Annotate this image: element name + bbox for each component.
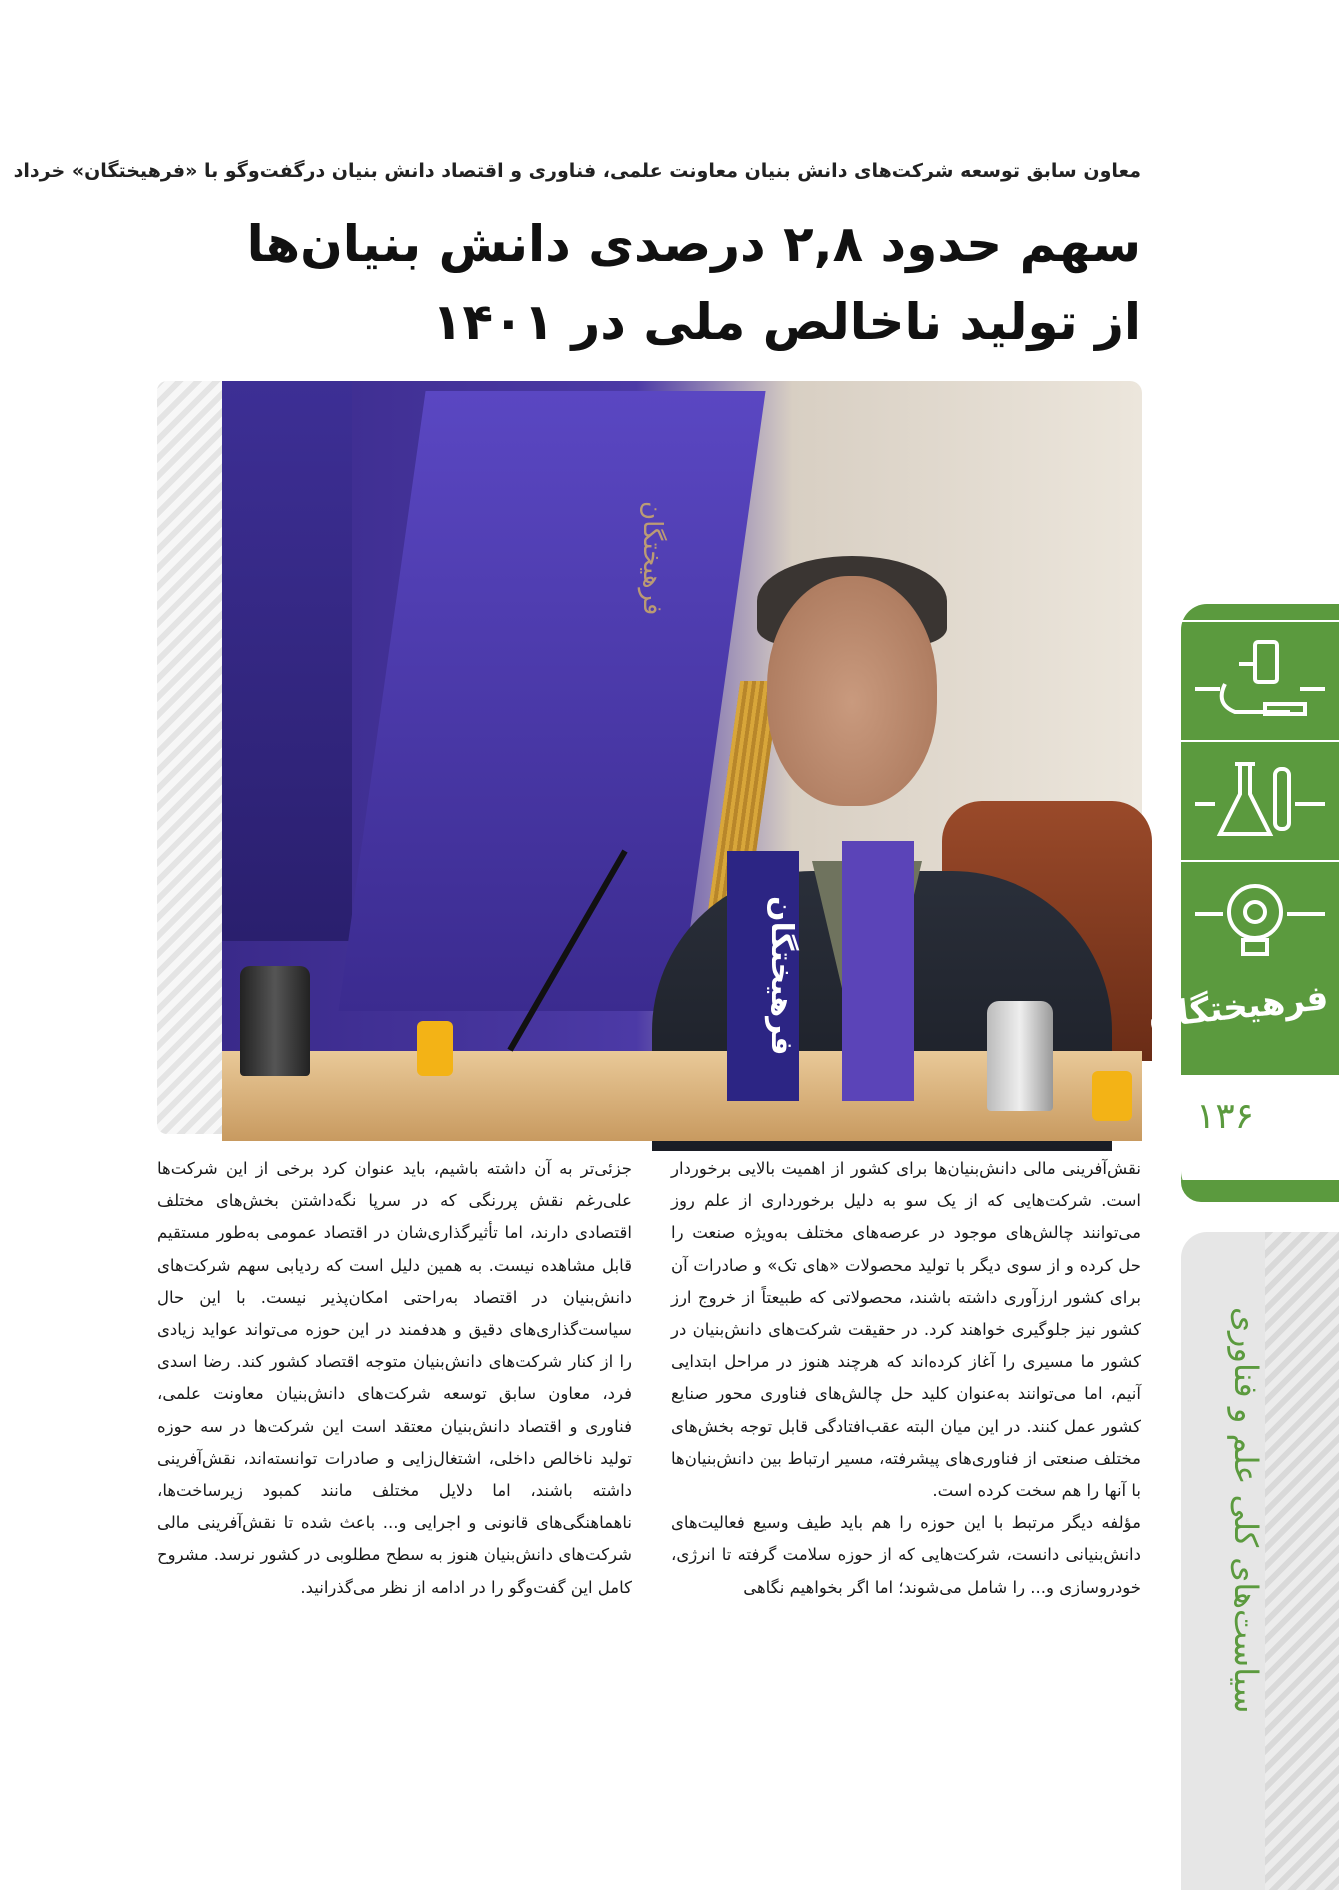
photo-thermos [240,966,310,1076]
idea-bulb-icon [1181,860,1339,980]
body-column-right [671,1153,1141,1713]
photo-juice-jar [417,1021,453,1076]
photo-juice-jar-2 [1092,1071,1132,1121]
article-title [161,205,1141,361]
section-label: سیاست‌های کلی علم و فناوری [1227,1306,1265,1714]
title-line-2: از تولید ناخالص ملی در ۱۴۰۱ [432,293,1141,351]
brand-logo: فرهیختگان [1146,977,1331,1037]
photo-speaker-face [767,576,937,806]
lab-flask-icon [1181,740,1339,860]
article-kicker: معاون سابق توسعه شرکت‌های دانش بنیان معاونت علمی، فناوری و اقتصاد دانش بنیان درگفت‌وگو با «فرهیختگان» خرداد [13,160,1141,182]
paragraph: مؤلفه دیگر مرتبط با این حوزه را هم باید طیف وسیع فعالیت‌های دانش‌بنیانی دانست، شرکت‌هایی که از حوزه سلامت گرفته تا انرژی، خودروسازی و... را شامل می‌شوند؛ اما اگر بخواهیم نگاهی [671,1513,1141,1597]
microscope-icon [1181,620,1339,740]
photo-desk-flag-2 [842,841,914,1101]
photo-flag-left [222,381,352,941]
photo-pitcher [987,1001,1053,1111]
paragraph: نقش‌آفرینی مالی دانش‌بنیان‌ها برای کشور از اهمیت بالایی برخوردار است. شرکت‌هایی که از یک سو به دلیل برخورداری از علم روز می‌توانند چالش‌های موجود در عرصه‌های مختلف به‌ویژه صنعت را حل کرده و از سوی دیگر با تولید محصولات «های تک» و صادرات آن برای کشور ارزآوری داشته باشند، محصولاتی که طبیعتاً از خروج ارز کشور نیز جلوگیری خواهند کرد. در حقیقت شرکت‌های دانش‌بنیان در کشور ما مسیری را آغاز کرده‌اند که هرچند هنوز در مراحل ابتدایی آنیم، اما می‌توانند به‌عنوان کلید حل چالش‌های فناوری محور صنایع کشور عمل کنند. در این میان البته عقب‌افتادگی قابل توجه بخش‌های مختلف صنعتی از فناوری‌های پیشرفته، مسیر ارتباط بین دانش‌بنیان‌ها با آنها را هم سخت کرده است. [671,1159,1141,1501]
photo-flag-text: فرهیختگان [637,501,667,616]
page-number: ۱۳۶ [1195,1096,1254,1137]
stripe-decoration [1265,1232,1339,1890]
section-bar [1181,1180,1339,1202]
body-column-left [157,1153,632,1713]
paragraph: جزئی‌تر به آن داشته باشیم، باید عنوان کرد برخی از این شرکت‌ها علی‌رغم نقش پررنگی که در سرپا نگه‌داشتن بخش‌های مختلف اقتصادی دارند، اما تأثیرگذاری‌شان در اقتصاد عمومی به‌طور مستقیم قابل مشاهده نیست. به همین دلیل است که ردیابی سهم شرکت‌های دانش‌بنیان در اقتصاد به‌راحتی امکان‌پذیر نیست. با این حال سیاست‌گذاری‌های دقیق و هدفمند در این حوزه می‌تواند عواید زیادی را از کنار شرکت‌های دانش‌بنیان متوجه اقتصاد کشور کند. رضا اسدی فرد، معاون سابق توسعه شرکت‌های دانش‌بنیان معاونت علمی، فناوری و اقتصاد دانش‌بنیان معتقد است این شرکت‌ها در سه حوزه تولید ناخالص داخلی، اشتغال‌زایی و صادرات توانسته‌اند، نقش‌آفرینی داشته باشند، اما دلایل مختلف مانند کمبود زیرساخت‌ها، ناهماهنگی‌های قانونی و اجرایی و... باعث شده تا نقش‌آفرینی مالی شرکت‌های دانش‌بنیان هنوز به سطح مطلوبی در کشور نرسد. مشروح کامل این گفت‌وگو را در ادامه از نظر می‌گذرانید. [157,1159,632,1597]
title-line-1: سهم حدود ۲,۸ درصدی دانش بنیان‌ها [246,215,1141,273]
photo-stripe-decoration [157,381,229,1134]
article-photo [222,381,1142,1134]
photo-desk-flag: فرهیختگان [727,851,799,1101]
